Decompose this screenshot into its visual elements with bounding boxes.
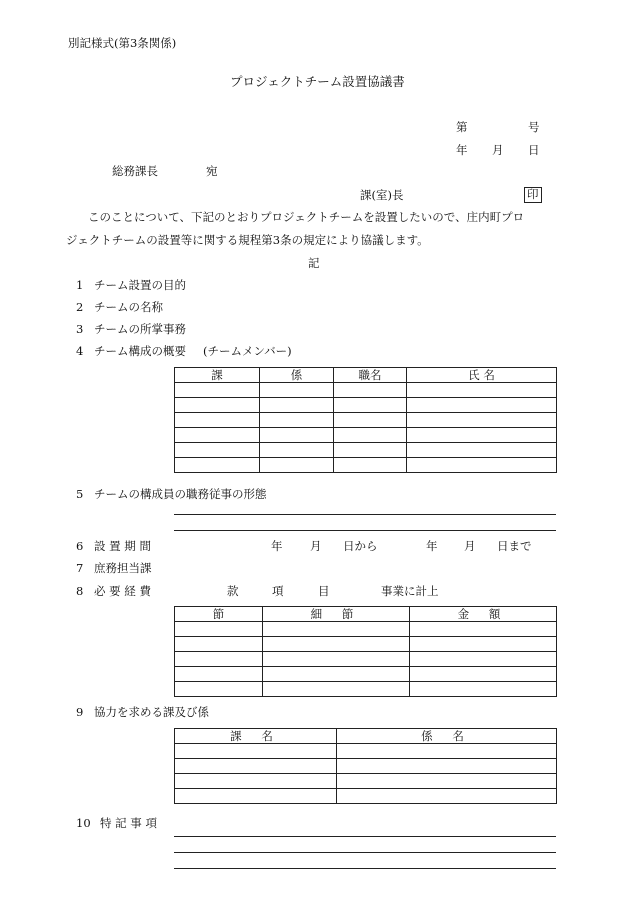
period-end-month: 月 <box>464 539 476 553</box>
budget-table-header <box>175 607 557 622</box>
date-year: 年 <box>456 143 468 157</box>
members-table-header <box>175 368 557 383</box>
item-5-number: 5 <box>76 487 84 501</box>
budget-header-kingaku: 金 額 <box>410 607 557 622</box>
item-1-number: 1 <box>76 278 84 292</box>
table-row <box>175 667 557 682</box>
item-2-number: 2 <box>76 300 84 314</box>
table-row <box>175 789 557 804</box>
table-cell[interactable] <box>263 637 410 652</box>
table-row <box>175 398 557 413</box>
table-cell[interactable] <box>260 443 334 458</box>
budget-header-setsu: 節 <box>175 607 263 622</box>
table-cell[interactable] <box>407 413 557 428</box>
table-cell[interactable] <box>175 652 263 667</box>
table-cell[interactable] <box>334 428 407 443</box>
period-start-day: 日から <box>343 539 378 553</box>
budget-jigyo: 事業に計上 <box>381 584 439 598</box>
table-cell[interactable] <box>175 744 337 759</box>
item-3-number: 3 <box>76 322 84 336</box>
form-label: 別記様式(第3条関係) <box>68 36 177 50</box>
item-4-number: 4 <box>76 344 84 358</box>
item-5-line-2[interactable] <box>174 530 556 531</box>
item-8-number: 8 <box>76 584 84 598</box>
table-row <box>175 458 557 473</box>
budget-header-saisetsu: 細 節 <box>263 607 410 622</box>
table-row <box>175 774 557 789</box>
budget-kan: 款 <box>227 584 239 598</box>
item-7-number: 7 <box>76 561 84 575</box>
members-header-shimei: 氏 名 <box>407 368 557 383</box>
item-3-label: チームの所掌事務 <box>94 322 186 336</box>
sender-label: 課(室)長 <box>360 188 404 202</box>
table-cell[interactable] <box>260 383 334 398</box>
table-cell[interactable] <box>263 652 410 667</box>
table-cell[interactable] <box>263 667 410 682</box>
item-7-label: 庶務担当課 <box>94 561 152 575</box>
coop-header-kamei: 課 名 <box>175 729 337 744</box>
table-cell[interactable] <box>334 458 407 473</box>
table-row <box>175 637 557 652</box>
table-cell[interactable] <box>337 789 557 804</box>
table-cell[interactable] <box>260 413 334 428</box>
item-9-number: 9 <box>76 705 84 719</box>
table-cell[interactable] <box>175 413 260 428</box>
period-end-year: 年 <box>426 539 438 553</box>
date-day: 日 <box>528 143 540 157</box>
table-cell[interactable] <box>334 383 407 398</box>
table-cell[interactable] <box>410 622 557 637</box>
table-row <box>175 652 557 667</box>
members-header-kakari: 係 <box>260 368 334 383</box>
table-cell[interactable] <box>334 398 407 413</box>
coop-header-kakarimei: 係 名 <box>337 729 557 744</box>
item-10-number: 10 <box>76 816 91 830</box>
table-cell[interactable] <box>410 667 557 682</box>
item-10-label: 特 記 事 項 <box>100 816 157 830</box>
table-row <box>175 413 557 428</box>
table-cell[interactable] <box>407 443 557 458</box>
table-cell[interactable] <box>410 652 557 667</box>
table-row <box>175 622 557 637</box>
item-10-line-3[interactable] <box>174 868 556 869</box>
budget-table <box>174 606 557 697</box>
body-text-line-1: このことについて、下記のとおりプロジェクトチームを設置したいので、庄内町プロ <box>88 210 525 224</box>
table-cell[interactable] <box>407 398 557 413</box>
item-6-label: 設 置 期 間 <box>94 539 151 553</box>
item-8-label: 必 要 経 費 <box>94 584 151 598</box>
table-row <box>175 383 557 398</box>
table-cell[interactable] <box>175 789 337 804</box>
table-cell[interactable] <box>175 458 260 473</box>
item-1-label: チーム設置の目的 <box>94 278 186 292</box>
table-cell[interactable] <box>260 458 334 473</box>
table-cell[interactable] <box>407 383 557 398</box>
coop-table <box>174 728 557 804</box>
table-cell[interactable] <box>407 428 557 443</box>
item-5-line-1[interactable] <box>174 514 556 515</box>
table-cell[interactable] <box>263 682 410 697</box>
table-row <box>175 443 557 458</box>
item-4-note: (チームメンバー) <box>203 344 292 358</box>
ki-heading: 記 <box>308 256 320 270</box>
members-table <box>174 367 557 473</box>
item-9-label: 協力を求める課及び係 <box>94 705 209 719</box>
table-row <box>175 428 557 443</box>
addressee-suffix: 宛 <box>206 164 218 178</box>
table-cell[interactable] <box>410 637 557 652</box>
item-2-label: チームの名称 <box>94 300 163 314</box>
table-cell[interactable] <box>334 443 407 458</box>
table-cell[interactable] <box>175 383 260 398</box>
table-cell[interactable] <box>260 398 334 413</box>
period-start-year: 年 <box>271 539 283 553</box>
table-cell[interactable] <box>337 744 557 759</box>
period-start-month: 月 <box>310 539 322 553</box>
addressee-name: 総務課長 <box>112 164 158 178</box>
members-header-shokumei: 職名 <box>334 368 407 383</box>
body-text-line-2: ジェクトチームの設置等に関する規程第3条の規定により協議します。 <box>66 233 429 247</box>
table-row <box>175 759 557 774</box>
table-cell[interactable] <box>175 428 260 443</box>
members-header-ka: 課 <box>175 368 260 383</box>
table-cell[interactable] <box>337 774 557 789</box>
number-go: 号 <box>528 120 540 134</box>
table-cell[interactable] <box>175 759 337 774</box>
table-cell[interactable] <box>407 458 557 473</box>
table-cell[interactable] <box>410 682 557 697</box>
date-month: 月 <box>492 143 504 157</box>
item-10-line-1[interactable] <box>174 836 556 837</box>
table-cell[interactable] <box>175 637 263 652</box>
item-6-number: 6 <box>76 539 84 553</box>
budget-moku: 目 <box>318 584 330 598</box>
table-cell[interactable] <box>337 759 557 774</box>
table-cell[interactable] <box>175 398 260 413</box>
item-4-label: チーム構成の概要 <box>94 344 186 358</box>
table-cell[interactable] <box>175 667 263 682</box>
document-title: プロジェクトチーム設置協議書 <box>230 74 405 89</box>
item-10-line-2[interactable] <box>174 852 556 853</box>
table-cell[interactable] <box>263 622 410 637</box>
table-cell[interactable] <box>334 413 407 428</box>
table-cell[interactable] <box>260 428 334 443</box>
number-dai: 第 <box>456 120 468 134</box>
table-row <box>175 744 557 759</box>
table-cell[interactable] <box>175 774 337 789</box>
table-row <box>175 682 557 697</box>
table-cell[interactable] <box>175 682 263 697</box>
item-5-label: チームの構成員の職務従事の形態 <box>94 487 267 501</box>
budget-kou: 項 <box>272 584 284 598</box>
coop-table-header <box>175 729 557 744</box>
period-end-day: 日まで <box>497 539 532 553</box>
table-cell[interactable] <box>175 443 260 458</box>
seal-mark: 印 <box>524 187 542 203</box>
table-cell[interactable] <box>175 622 263 637</box>
